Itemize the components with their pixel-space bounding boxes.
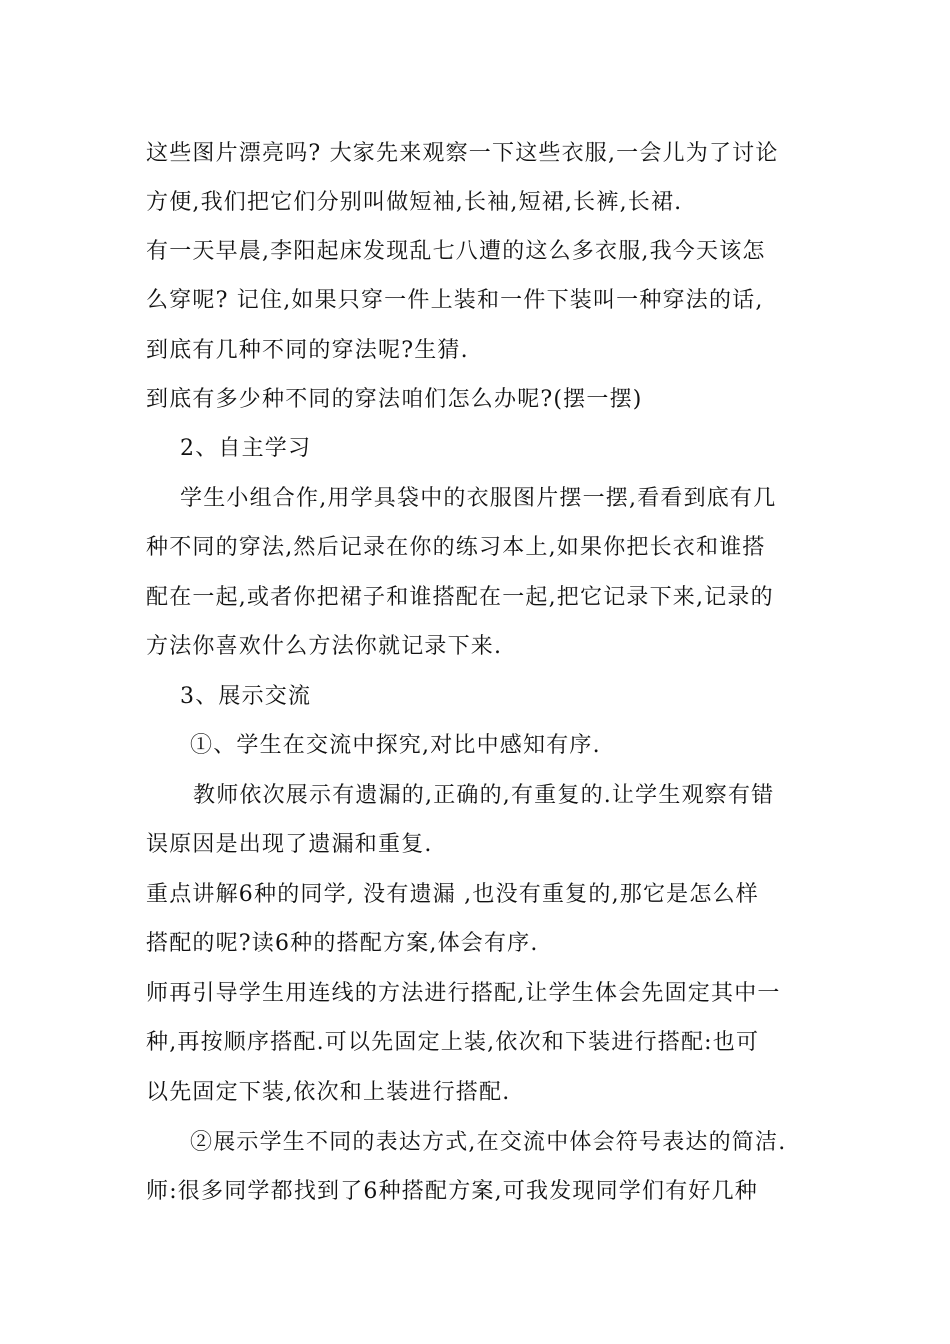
text-line-16: 重点讲解6种的同学, 没有遗漏 ,也没有重复的,那它是怎么样 <box>146 882 759 907</box>
text-line-3: 有一天早晨,李阳起床发现乱七八遭的这么多衣服,我今天该怎 <box>146 239 766 264</box>
text-line-17: 搭配的呢?读6种的搭配方案,体会有序. <box>146 931 539 956</box>
text-line-6: 到底有多少种不同的穿法咱们怎么办呢?(摆一摆) <box>146 387 643 412</box>
text-line-19: 种,再按顺序搭配.可以先固定上装,依次和下装进行搭配:也可 <box>146 1030 760 1055</box>
text-line-5: 到底有几种不同的穿法呢?生猜. <box>146 338 469 363</box>
text-line-10: 配在一起,或者你把裙子和谁搭配在一起,把它记录下来,记录的 <box>146 585 774 610</box>
text-line-4: 么穿呢? 记住,如果只穿一件上装和一件下装叫一种穿法的话, <box>146 288 764 313</box>
text-line-22: 师:很多同学都找到了6种搭配方案,可我发现同学们有好几种 <box>146 1179 759 1204</box>
text-line-1: 这些图片漂亮吗? 大家先来观察一下这些衣服,一会儿为了讨论 <box>146 141 779 166</box>
text-line-9: 种不同的穿法,然后记录在你的练习本上,如果你把长衣和谁搭 <box>146 535 766 560</box>
text-line-2: 方便,我们把它们分别叫做短袖,长袖,短裙,长裤,长裙. <box>146 190 683 215</box>
text-line-8: 学生小组合作,用学具袋中的衣服图片摆一摆,看看到底有几 <box>180 486 777 511</box>
text-line-21: ②展示学生不同的表达方式,在交流中体会符号表达的简洁. <box>190 1130 787 1155</box>
text-line-13: ①、学生在交流中探究,对比中感知有序. <box>190 733 601 758</box>
text-line-11: 方法你喜欢什么方法你就记录下来. <box>146 634 503 659</box>
text-line-20: 以先固定下装,依次和上装进行搭配. <box>146 1080 511 1105</box>
text-line-14: 教师依次展示有遗漏的,正确的,有重复的.让学生观察有错 <box>193 783 775 808</box>
text-line-18: 师再引导学生用连线的方法进行搭配,让学生体会先固定其中一 <box>146 981 781 1006</box>
section-heading-3: 3、展示交流 <box>180 684 312 709</box>
text-line-15: 误原因是出现了遗漏和重复. <box>146 832 433 857</box>
section-heading-2: 2、自主学习 <box>180 436 312 461</box>
